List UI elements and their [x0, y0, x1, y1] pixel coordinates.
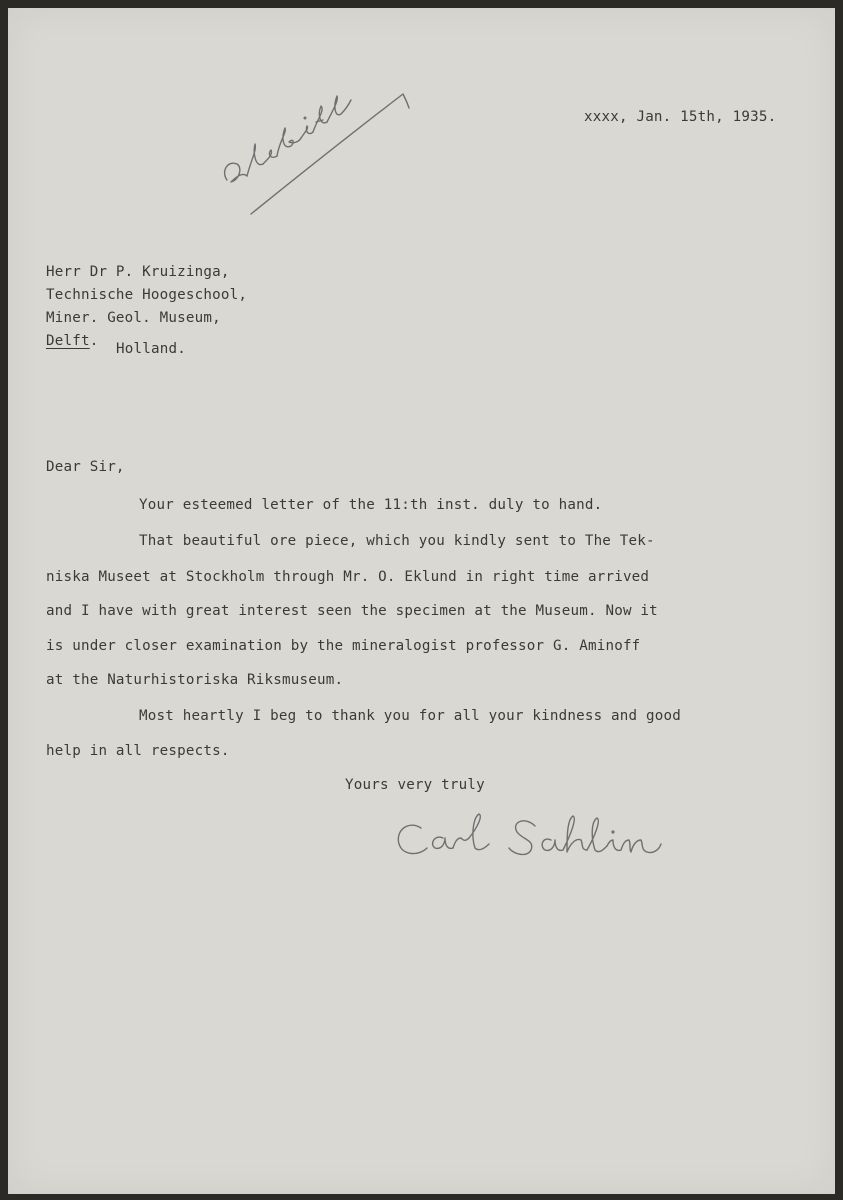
recipient-city: Delft — [46, 333, 90, 349]
body-line: Most heartly I beg to thank you for all your kindness and good — [139, 708, 681, 724]
body-line: and I have with great interest seen the specimen at the Museum. Now it — [46, 603, 658, 619]
letter-page — [8, 8, 835, 1194]
recipient-city-line — [46, 333, 98, 349]
body-line: Your esteemed letter of the 11:th inst. duly to hand. — [139, 497, 603, 513]
recipient-city-punct: . — [89, 333, 99, 349]
body-line: help in all respects. — [46, 743, 230, 759]
closing: Yours very truly — [345, 777, 485, 793]
recipient-name: Herr Dr P. Kruizinga, — [46, 264, 230, 280]
salutation: Dear Sir, — [46, 459, 125, 475]
body-line: niska Museet at Stockholm through Mr. O. Eklund in right time arrived — [46, 569, 650, 585]
body-line: is under closer examination by the mineralogist professor G. Aminoff — [46, 638, 641, 654]
body-line: at the Naturhistoriska Riksmuseum. — [46, 672, 344, 688]
recipient-department: Miner. Geol. Museum, — [46, 310, 221, 326]
recipient-country: Holland. — [116, 341, 186, 357]
recipient-institution: Technische Hoogeschool, — [46, 287, 248, 303]
body-line: That beautiful ore piece, which you kindly sent to The Tek- — [139, 533, 655, 549]
signature-carl-sahlin — [391, 808, 671, 878]
letter-date: xxxx, Jan. 15th, 1935. — [584, 109, 777, 125]
annotation-afskrift — [213, 80, 413, 225]
